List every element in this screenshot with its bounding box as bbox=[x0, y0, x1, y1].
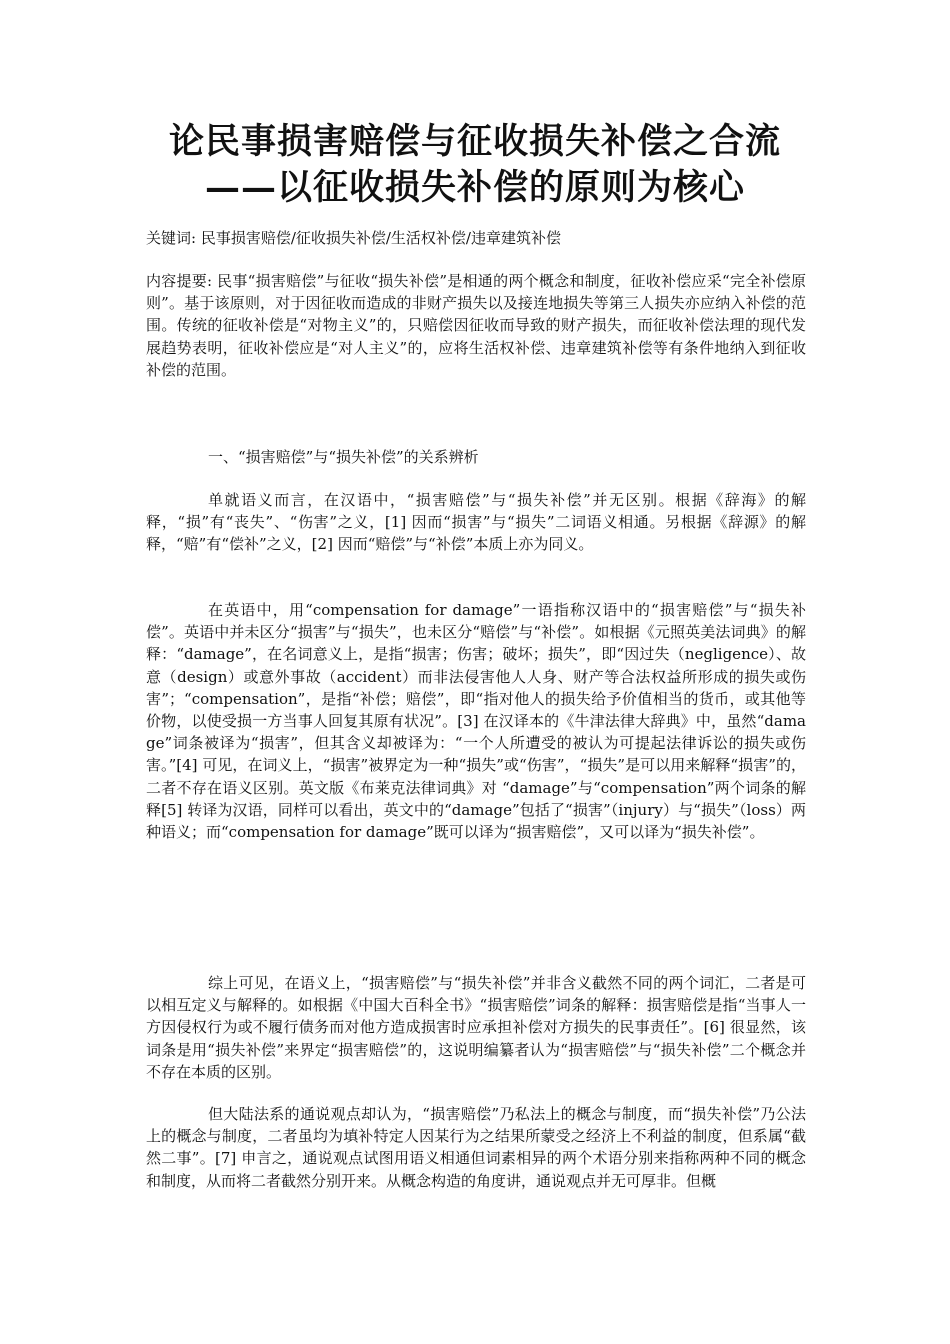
document-subtitle: ——以征收损失补偿的原则为核心 bbox=[204, 167, 745, 208]
body-paragraph: 综上可见，在语义上，“损害赔偿”与“损失补偿”并非含义截然不同的两个词汇，二者是可以相互定义与解释的。如根据《中国大百科全书》“损害赔偿”词条的解释：损害赔偿是指“当事人一方因侵权行为或不履行债务而对他方造成损害时应承担补偿对方损失的民事责任”。[6] 很显然，该词条是用“损失补偿”来界定“损害赔偿”的，这说明编纂者认为“损害赔偿”与“损失补偿”二个概念并不存在本质的区别。 bbox=[146, 974, 806, 1081]
abstract-paragraph: 内容提要: 民事“损害赔偿”与征收“损失补偿”是相通的两个概念和制度，征收补偿应采“完全补偿原则”。基于该原则，对于因征收而造成的非财产损失以及接连地损失等第三人损失亦应纳入补偿的范围。传统的征收补偿是“对物主义”的，只赔偿因征收而导致的财产损失，而征收补偿法理的现代发展趋势表明，征收补偿应是“对人主义”的，应将生活权补偿、违章建筑补偿等有条件地纳入到征收补偿的范围。 bbox=[146, 272, 806, 379]
body-paragraph: 单就语义而言，在汉语中，“损害赔偿”与“损失补偿”并无区别。根据《辞海》的解释，“损”有“丧失”、“伤害”之义，[1] 因而“损害”与“损失”二词语义相通。另根据《辞源》的解释，“赔”有“偿补”之义，[2] 因而“赔偿”与“补偿”本质上亦为同义。 bbox=[146, 491, 806, 554]
body-paragraph: 在英语中，用“compensation for damage”一语指称汉语中的“损害赔偿”与“损失补偿”。英语中并未区分“损害”与“损失”，也未区分“赔偿”与“补偿”。如根据《元照英美法词典》的解释：“damage”，在名词意义上，是指“损害；伤害；破坏；损失”，即“因过失（negligence）、故意（design）或意外事故（accident）而非法侵害他人人身、财产等合法权益所形成的损失或伤害”；“compensation”，是指“补偿；赔偿”，即“指对他人的损失给予价值相当的货币，或其他等价物，以使受损一方当事人回复其原有状况”。[3] 在汉译本的《牛津法律大辞典》中，虽然“damage”词条被译为“损害”，但其含义却被译为：“一个人所遭受的被认为可提起法律诉讼的损失或伤害。”[4] 可见，在词义上，“损害”被界定为一种“损失”或“伤害”，“损失”是可以用来解释“损害”的，二者不存在语义区别。英文版《布莱克法律词典》对 “damage”与“compensation”两个词条的解释[5] 转译为汉语，同样可以看出，英文中的“damage”包括了“损害”（injury）与“损失”（loss）两种语义；而“compensation for damage”既可以译为“损害赔偿”，又可以译为“损失补偿”。 bbox=[146, 601, 806, 842]
document-title: 论民事损害赔偿与征收损失补偿之合流 bbox=[168, 121, 781, 162]
keywords-line: 关键词: 民事损害赔偿/征收损失补偿/生活权补偿/违章建筑补偿 bbox=[146, 229, 561, 247]
section-heading: 一、“损害赔偿”与“损失补偿”的关系辨析 bbox=[208, 448, 479, 466]
body-paragraph: 但大陆法系的通说观点却认为，“损害赔偿”乃私法上的概念与制度，而“损失补偿”乃公法上的概念与制度，二者虽均为填补特定人因某行为之结果所蒙受之经济上不利益的制度，但系属“截然二事”。[7] 申言之，通说观点试图用语义相通但词素相异的两个术语分别来指称两种不同的概念和制度，从而将二者截然分别开来。从概念构造的角度讲，通说观点并无可厚非。但概 bbox=[146, 1105, 806, 1190]
